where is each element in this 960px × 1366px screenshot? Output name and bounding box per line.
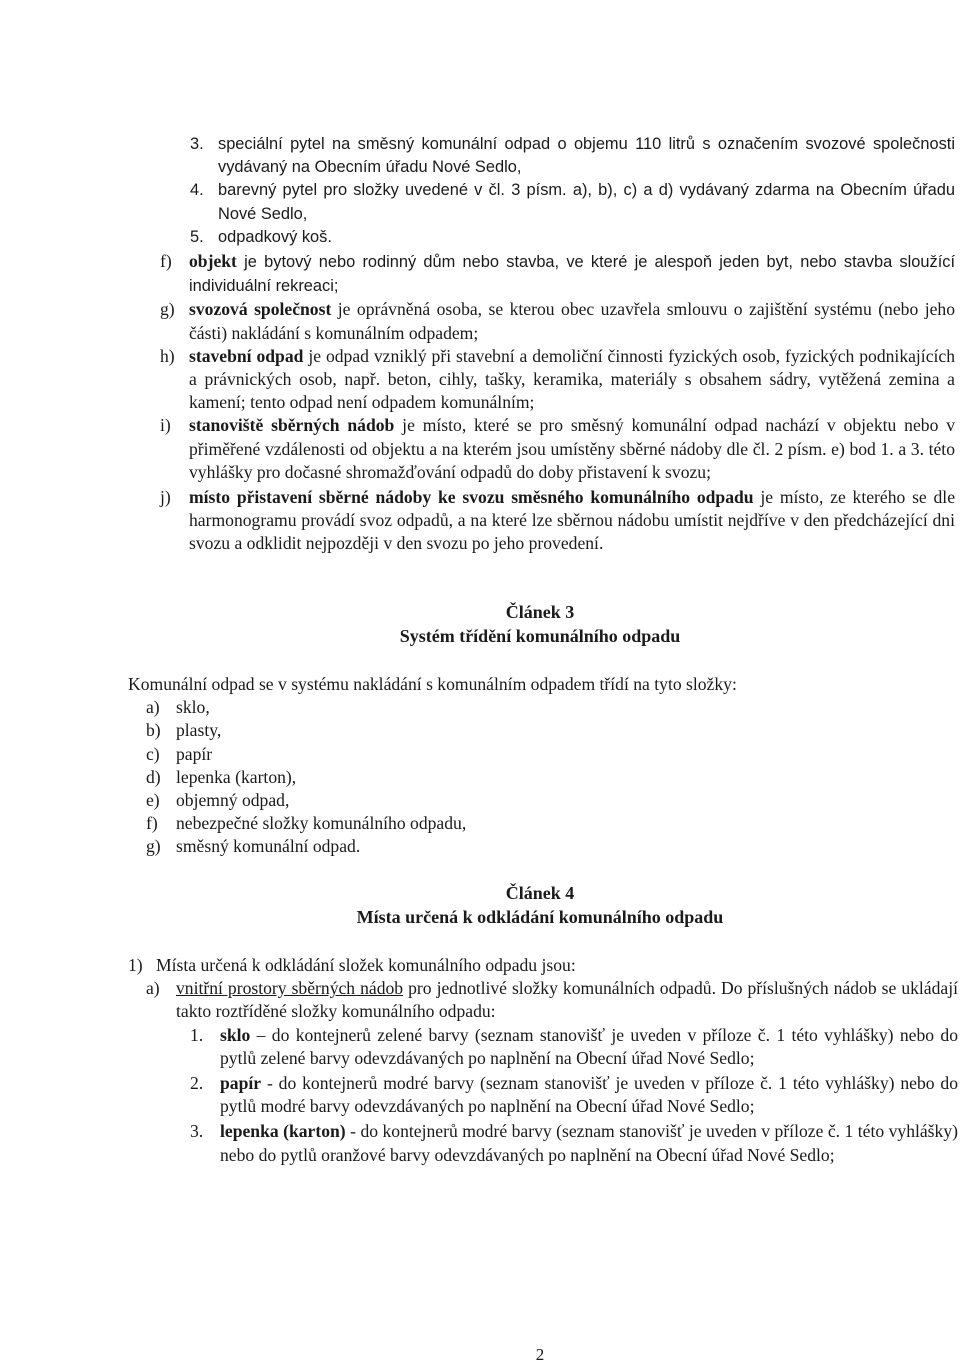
page-number: 2 bbox=[535, 1345, 545, 1364]
definition-item bbox=[160, 486, 955, 556]
list-item-number: 5. bbox=[190, 227, 204, 246]
definition-term: svozová společnost bbox=[189, 299, 332, 320]
item-underlined-term: vnitřní prostory sběrných nádob bbox=[176, 978, 404, 999]
list-item-text: papír bbox=[176, 743, 213, 764]
sublist-text: - do kontejnerů modré barvy (seznam stanovišť je uveden v příloze č. 1 této vyhlášky) nebo do pytlů modré barvy odevzdávaných po naplnění na Obecní úřad Nové Sedlo; bbox=[220, 1073, 958, 1117]
definition-item bbox=[160, 345, 955, 415]
list-item-text: plasty, bbox=[176, 720, 222, 741]
definition-term: místo přistavení sběrné nádoby ke svozu směsného komunálního odpadu bbox=[189, 487, 754, 508]
article-4-item-a bbox=[146, 977, 958, 1023]
list-item-text: lepenka (karton), bbox=[176, 766, 297, 787]
sublist-number: 1. bbox=[190, 1024, 204, 1045]
article-3-subtitle: Systém třídění komunálního odpadu bbox=[399, 626, 681, 646]
definition-text: je místo, ze kterého se dle harmonogramu provádí svoz odpadů, a na které lze sběrnou nádobu umístit nejdříve v den předcházející dni svozu a odklidit nejpozději v den svozu po jeho provedení. bbox=[189, 487, 955, 554]
definition-letter: f) bbox=[160, 251, 172, 271]
point-number: 1) bbox=[128, 955, 143, 975]
top-numbered-list bbox=[190, 133, 955, 249]
list-item bbox=[146, 766, 948, 789]
definition-term: stavební odpad bbox=[189, 345, 304, 366]
sublist-item bbox=[190, 1072, 958, 1118]
list-item bbox=[146, 719, 948, 742]
item-text: pro jednotlivé složky komunálních odpadů. Do příslušných nádob se ukládají takto roztříděné složky komunálního odpadu: bbox=[176, 978, 958, 1022]
article-3-list bbox=[128, 696, 948, 858]
sublist-term: sklo bbox=[220, 1024, 251, 1045]
list-item-letter: e) bbox=[146, 790, 160, 811]
definition-text: je bytový nebo rodinný dům nebo stavba, ve které je alespoň jeden byt, nebo stavba sloužící individuální rekreaci; bbox=[189, 253, 955, 296]
list-item-letter: g) bbox=[146, 836, 161, 857]
sublist-number: 2. bbox=[190, 1073, 204, 1094]
list-item-number: 4. bbox=[190, 181, 204, 200]
article-4-point-1 bbox=[128, 954, 958, 977]
list-item-letter: f) bbox=[146, 813, 158, 834]
list-item bbox=[146, 812, 948, 835]
definition-text: je oprávněná osoba, se kterou obec uzavřela smlouvu o zajištění systému (nebo jeho části) nakládání s komunálním odpadem; bbox=[189, 299, 955, 343]
list-item bbox=[190, 226, 955, 249]
article-3-title: Článek 3 bbox=[505, 602, 575, 622]
list-item-letter: c) bbox=[146, 743, 160, 764]
item-letter: a) bbox=[146, 978, 160, 999]
list-item bbox=[146, 696, 948, 719]
list-item-letter: a) bbox=[146, 697, 160, 718]
list-item-text: speciální pytel na směsný komunální odpad o objemu 110 litrů s označením svozové společnosti vydávaný na Obecním úřadu Nové Sedlo, bbox=[218, 135, 955, 177]
list-item bbox=[190, 179, 955, 225]
point-text: Místa určená k odkládání složek komunálního odpadu jsou: bbox=[156, 955, 576, 975]
definition-item bbox=[160, 250, 955, 298]
article-4-sublist bbox=[190, 1024, 958, 1167]
definition-term: stanoviště sběrných nádob bbox=[189, 415, 395, 436]
list-item-text: sklo, bbox=[176, 697, 210, 718]
definition-letter: g) bbox=[160, 299, 175, 320]
definition-item bbox=[160, 414, 955, 484]
list-item-text: objemný odpad, bbox=[176, 790, 290, 811]
sublist-item bbox=[190, 1120, 958, 1166]
list-item-text: nebezpečné složky komunálního odpadu, bbox=[176, 813, 467, 834]
definition-letter: i) bbox=[160, 415, 171, 436]
list-item-text: barevný pytel pro složky uvedené v čl. 3 písm. a), b), c) a d) vydávaný zdarma na Obecním úřadu Nové Sedlo, bbox=[218, 181, 955, 223]
sublist-term: lepenka (karton) bbox=[220, 1121, 346, 1142]
list-item-text: odpadkový koš. bbox=[218, 227, 332, 246]
sublist-number: 3. bbox=[190, 1121, 204, 1142]
list-item bbox=[146, 835, 948, 858]
definitions-list bbox=[160, 250, 955, 556]
definition-letter: j) bbox=[160, 487, 171, 508]
list-item bbox=[190, 133, 955, 179]
definition-text: je místo, které se pro směsný komunální odpad nachází v objektu nebo v přiměřené vzdálenosti od objektu a na kterém jsou umístěny sběrné nádoby dle čl. 2 písm. e) bod 1. a 3. této vyhlášky pro dočasné shromažďování odpadů do doby přistavení k svozu; bbox=[189, 415, 955, 482]
article-4-title: Článek 4 bbox=[505, 883, 575, 903]
list-item-letter: b) bbox=[146, 720, 161, 741]
definition-term: objekt bbox=[189, 251, 237, 271]
sublist-text: – do kontejnerů zelené barvy (seznam stanovišť je uveden v příloze č. 1 této vyhlášky) nebo do pytlů zelené barvy odevzdávaných po naplnění na Obecní úřad Nové Sedlo; bbox=[220, 1024, 958, 1068]
list-item bbox=[146, 789, 948, 812]
article-4-subtitle: Místa určená k odkládání komunálního odpadu bbox=[356, 907, 724, 927]
definition-text: je odpad vzniklý při stavební a demoliční činnosti fyzických osob, fyzických podnikajících a právnických osob, např. beton, cihly, tašky, keramika, materiály s obsahem sádry, vytěžená zemina a kamení; tento odpad není odpadem komunálním; bbox=[189, 345, 956, 413]
list-item-letter: d) bbox=[146, 766, 161, 787]
list-item-number: 3. bbox=[190, 135, 204, 153]
sublist-term: papír bbox=[220, 1073, 262, 1094]
article-4-body bbox=[128, 954, 958, 1167]
definition-item bbox=[160, 298, 955, 344]
sublist-text: - do kontejnerů modré barvy (seznam stanovišť je uveden v příloze č. 1 této vyhlášky) nebo do pytlů oranžové barvy odevzdávaných po naplnění na Obecní úřad Nové Sedlo; bbox=[220, 1121, 958, 1165]
list-item-text: směsný komunální odpad. bbox=[176, 836, 361, 857]
list-item bbox=[146, 743, 948, 766]
sublist-item bbox=[190, 1024, 958, 1070]
article-3-body bbox=[128, 673, 948, 859]
article-3-intro: Komunální odpad se v systému nakládání s komunálním odpadem třídí na tyto složky: bbox=[128, 674, 737, 694]
definition-letter: h) bbox=[160, 345, 175, 366]
